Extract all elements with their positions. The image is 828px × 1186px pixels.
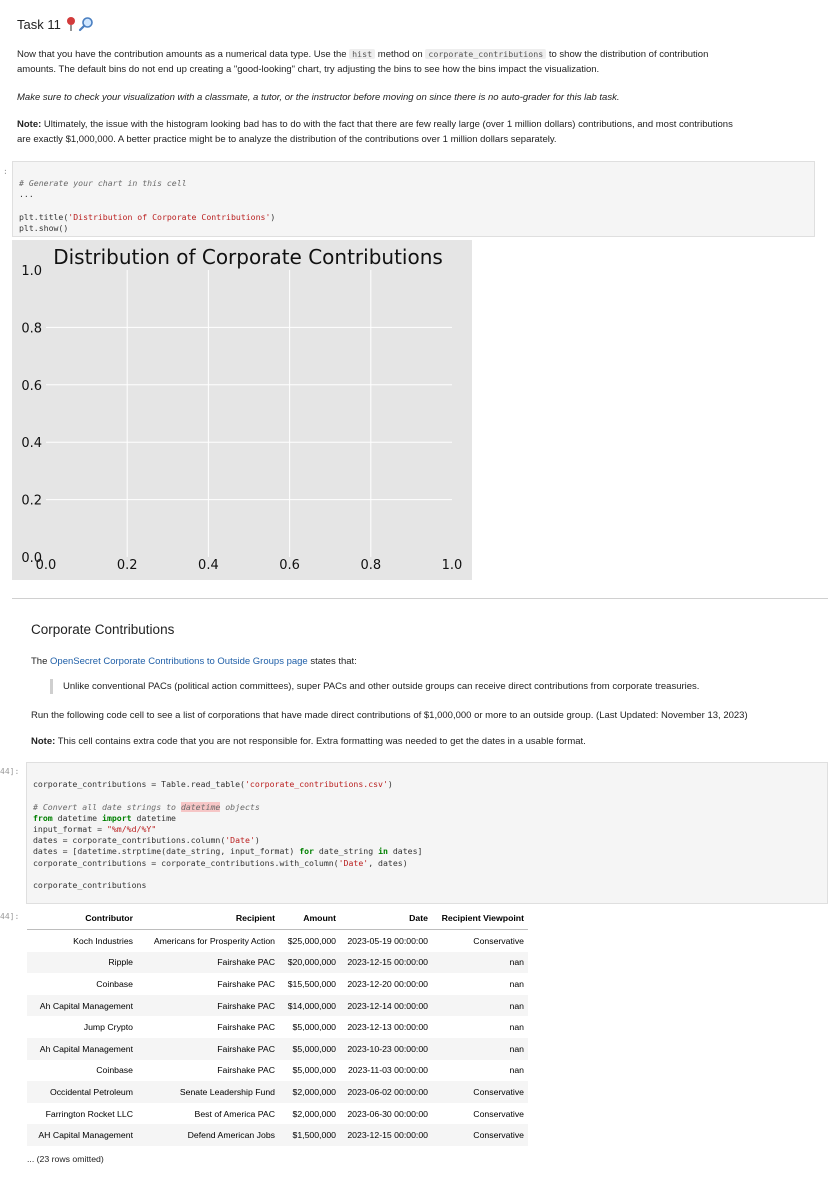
y-tick-label: 0.2 [21, 493, 42, 509]
chart-output [12, 240, 472, 580]
cell-viewpoint: nan [509, 1065, 524, 1076]
cell-date: 2023-12-20 00:00:00 [347, 978, 428, 989]
cell-contributor: Ah Capital Management [27, 995, 137, 1017]
cell-amount: $5,000,000 [292, 1065, 336, 1076]
cell-recipient: Fairshake PAC [137, 952, 279, 974]
ultimately-note: Note: Ultimately, the issue with the histogram looking bad has to do with the fact that there are few really large (over 1 million dollars) contributions, and most contributions are exactly $1,000,000. A better practice might be to analyze the distribution of the contributions over 1 million dollars separately. [17, 119, 733, 145]
cell-amount: $5,000,000 [279, 1038, 340, 1060]
col-viewpoint: Recipient Viewpoint [432, 907, 528, 930]
code-cell-contributions[interactable] [26, 762, 828, 904]
code-cell-chart[interactable] [12, 161, 815, 237]
chart-title: Distribution of Corporate Contributions [53, 245, 443, 269]
blockquote: Unlike conventional PACs (political action committees), super PACs and other outside groups can receive direct contributions from corporate treasuries. [50, 679, 699, 694]
x-tick-label: 0.8 [360, 558, 382, 573]
x-tick-label: 1.0 [441, 558, 463, 573]
cell-recipient: Best of America PAC [194, 1108, 275, 1119]
col-amount: Amount [279, 907, 340, 930]
note-label: Note: [17, 119, 42, 130]
section-heading: Corporate Contributions [31, 622, 175, 637]
cell2-prompt: 44]: [0, 767, 20, 776]
section-note: Note: This cell contains extra code that you are not responsible for. Extra formatting was needed to get the dates in a usable format. [31, 736, 586, 747]
table-row [27, 1124, 528, 1146]
cell-recipient: Fairshake PAC [217, 1022, 275, 1033]
y-tick-label: 0.6 [21, 378, 42, 394]
check-note: Make sure to check your visualization with a classmate, a tutor, or the instructor before moving on since there is no auto-grader for this lab task. [17, 92, 620, 103]
output-table-wrap [27, 907, 528, 1167]
table-row [27, 1103, 528, 1125]
cell-contributor: Farrington Rocket LLC [45, 1108, 133, 1119]
table-row [27, 973, 528, 995]
cell-contributor: Koch Industries [73, 935, 133, 946]
inline-code-table: corporate_contributions [425, 49, 546, 59]
y-tick-label: 0.4 [21, 436, 42, 452]
cell-viewpoint: nan [432, 952, 528, 974]
cell-viewpoint: Conservative [473, 935, 524, 946]
cell-recipient: Defend American Jobs [137, 1124, 279, 1146]
table-header-row [27, 907, 528, 930]
cell1-prompt: : [3, 167, 8, 176]
pin-icon [65, 16, 77, 32]
section-paragraph-2: Run the following code cell to see a list of corporations that have made direct contributions of $1,000,000 or more to an outside group. (Last Updated: November 13, 2023) [31, 710, 748, 721]
cell-amount: $14,000,000 [279, 995, 340, 1017]
magnifier-icon [78, 16, 94, 32]
cell-date: 2023-10-23 00:00:00 [340, 1038, 432, 1060]
cell-viewpoint: Conservative [473, 1108, 524, 1119]
cell-date: 2023-06-30 00:00:00 [347, 1108, 428, 1119]
cell-contributor: Coinbase [96, 978, 133, 989]
intro-paragraph [17, 47, 817, 77]
y-tick-label: 0.8 [21, 321, 42, 337]
inline-code-hist: hist [349, 49, 375, 59]
cell-divider [12, 598, 828, 599]
cell-contributor: Ripple [27, 952, 137, 974]
cell-recipient: Americans for Prosperity Action [153, 935, 275, 946]
cell-date: 2023-12-14 00:00:00 [340, 995, 432, 1017]
cell-contributor: Occidental Petroleum [27, 1081, 137, 1103]
cell-amount: $5,000,000 [292, 1022, 336, 1033]
cell-contributor: AH Capital Management [27, 1124, 137, 1146]
histogram-chart [12, 240, 472, 580]
contributions-table [27, 907, 528, 1146]
cell-amount: $2,000,000 [279, 1081, 340, 1103]
col-recipient: Recipient [137, 907, 279, 930]
x-tick-label: 0.6 [279, 558, 300, 573]
section-paragraph-1: The OpenSecret Corporate Contributions to Outside Groups page states that: [31, 656, 357, 667]
cell-recipient: Fairshake PAC [137, 1038, 279, 1060]
cell-date: 2023-06-02 00:00:00 [340, 1081, 432, 1103]
cell-date: 2023-12-15 00:00:00 [340, 1124, 432, 1146]
cell-recipient: Fairshake PAC [217, 1065, 275, 1076]
cell-recipient: Fairshake PAC [217, 978, 275, 989]
cell-amount: $1,500,000 [279, 1124, 340, 1146]
table-row [27, 952, 528, 974]
code-editor[interactable]: # Generate your chart in this cell ... plt.title('Distribution of Corporate Contributions') plt.show() [19, 178, 276, 234]
task-title: Task 11 [17, 16, 61, 32]
x-tick-label: 0.0 [35, 558, 57, 573]
task-heading [17, 14, 94, 34]
table-row [27, 1060, 528, 1082]
cell-date: 2023-11-03 00:00:00 [347, 1065, 428, 1076]
cell-viewpoint: Conservative [432, 1124, 528, 1146]
table-row [27, 1016, 528, 1038]
cell-date: 2023-12-13 00:00:00 [347, 1022, 428, 1033]
chart-background [12, 240, 472, 580]
table-row [27, 1081, 528, 1103]
x-tick-label: 0.2 [116, 558, 138, 573]
cell-amount: $25,000,000 [287, 935, 336, 946]
intro-line-1: Now that you have the contribution amounts as a numerical data type. Use the hist method on corporate_contributions to show the distribution of contribution [17, 49, 709, 60]
cell-viewpoint: Conservative [432, 1081, 528, 1103]
y-tick-label: 0.0 [21, 551, 42, 566]
cell-viewpoint: nan [509, 978, 524, 989]
cell-contributor: Jump Crypto [83, 1022, 133, 1033]
cell-recipient: Senate Leadership Fund [137, 1081, 279, 1103]
table-row [27, 995, 528, 1017]
intro-line-2: amounts. The default bins do not end up creating a "good-looking" chart, try adjusting the bins to see how the bins impact the visualization. [17, 64, 600, 75]
y-tick-label: 1.0 [21, 264, 42, 279]
code-editor-2[interactable]: corporate_contributions = Table.read_table('corporate_contributions.csv') # Convert all date strings to datetime objects from datetime import datetime input_format = "%m/%d/%Y" dates = corporate_contributions.column('Date') dates = [datetime.strptime(date_string, input_format) for date_string in dates] corporate_contributions = corporate_contributions.with_column('Date', dates) corporate_contributions [33, 779, 423, 891]
col-date: Date [340, 907, 432, 930]
output-prompt: 44]: [0, 912, 20, 921]
cell-amount: $20,000,000 [279, 952, 340, 974]
cell-viewpoint: nan [432, 1038, 528, 1060]
table-row [27, 1038, 528, 1060]
cell-amount: $2,000,000 [292, 1108, 336, 1119]
table-row [27, 930, 528, 952]
cell-amount: $15,500,000 [287, 978, 336, 989]
cell-contributor: Ah Capital Management [27, 1038, 137, 1060]
cell-viewpoint: nan [509, 1022, 524, 1033]
x-tick-label: 0.4 [198, 558, 219, 573]
cell-contributor: Coinbase [96, 1065, 133, 1076]
col-contributor: Contributor [27, 907, 137, 930]
opensecrets-link[interactable]: OpenSecret Corporate Contributions to Outside Groups page [50, 656, 308, 667]
cell-viewpoint: nan [432, 995, 528, 1017]
cell-recipient: Fairshake PAC [137, 995, 279, 1017]
rows-omitted: ... (23 rows omitted) [27, 1153, 104, 1164]
cell-date: 2023-05-19 00:00:00 [347, 935, 428, 946]
cell-date: 2023-12-15 00:00:00 [340, 952, 432, 974]
